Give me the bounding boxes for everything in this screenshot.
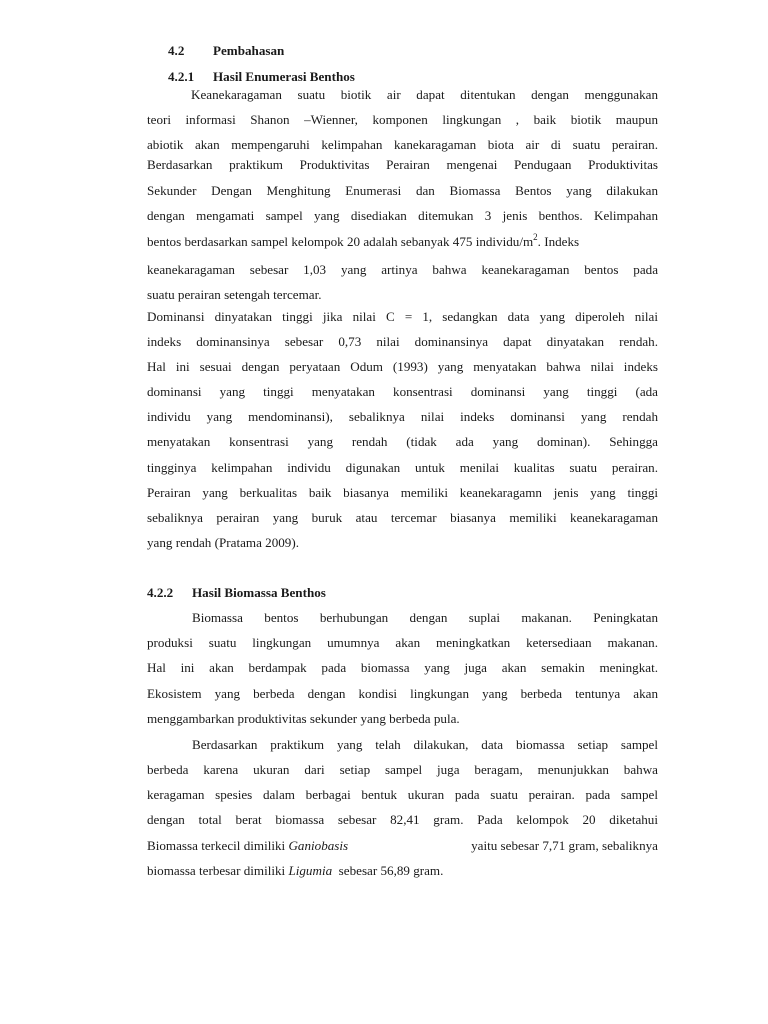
text-line xyxy=(147,234,579,250)
text-line: Dominansi dinyatakan tinggi jika nilai C = 1, sedangkan data yang diperoleh nilai xyxy=(147,309,658,324)
section-number: 4.2 xyxy=(168,43,185,58)
text-line: sebaliknya perairan yang buruk atau tercemar biasanya memiliki keanekaragaman xyxy=(147,510,658,525)
section-title: Pembahasan xyxy=(213,43,285,58)
text-line: keragaman spesies dalam berbagai bentuk ukuran pada suatu perairan. pada sampel xyxy=(147,787,658,802)
text-line: Ekosistem yang berbeda dengan kondisi lingkungan yang berbeda tentunya akan xyxy=(147,686,658,701)
text-segment: sebesar 56,89 gram. xyxy=(332,863,444,878)
text-line: teori informasi Shanon –Wienner, komponen lingkungan , baik biotik maupun xyxy=(147,112,658,127)
text-line: Berdasarkan praktikum Produktivitas Perairan mengenai Pendugaan Produktivitas xyxy=(147,157,658,172)
text-line: Sekunder Dengan Menghitung Enumerasi dan Biomassa Bentos yang dilakukan xyxy=(147,183,658,198)
text-segment xyxy=(147,838,348,854)
text-line: Hal ini sesuai dengan peryataan Odum (1993) yang menyatakan bahwa nilai indeks xyxy=(147,359,658,374)
text-line: menyatakan konsentrasi yang rendah (tidak ada yang dominan). Sehingga xyxy=(147,434,658,449)
text-line: berbeda karena ukuran dari setiap sampel juga beragam, menunjukkan bahwa xyxy=(147,762,658,777)
text-line: yang rendah (Pratama 2009). xyxy=(147,535,299,550)
text-line: menggambarkan produktivitas sekunder yang berbeda pula. xyxy=(147,711,460,726)
text-line: individu yang mendominansi), sebaliknya nilai indeks dominansi yang rendah xyxy=(147,409,658,424)
text-line: dengan mengamati sampel yang disediakan ditemukan 3 jenis benthos. Kelimpahan xyxy=(147,208,658,223)
text-line: dominansi yang tinggi menyatakan konsentrasi dominansi yang tinggi (ada xyxy=(147,384,658,399)
text-segment: bentos berdasarkan sampel kelompok 20 adalah sebanyak 475 individu/m xyxy=(147,234,534,249)
text-line: produksi suatu lingkungan umumnya akan meningkatkan ketersediaan makanan. xyxy=(147,635,658,650)
text-line: dengan total berat biomassa sebesar 82,41 gram. Pada kelompok 20 diketahui xyxy=(147,812,658,827)
text-line xyxy=(147,863,443,879)
text-line: abiotik akan mempengaruhi kelimpahan kanekaragaman biota air di suatu perairan. xyxy=(147,137,658,152)
subsection-number: 4.2.2 xyxy=(147,585,174,600)
subsection-title: Hasil Biomassa Benthos xyxy=(192,585,326,600)
text-line: Berdasarkan praktikum yang telah dilakukan, data biomassa setiap sampel xyxy=(192,737,658,752)
text-line: Hal ini akan berdampak pada biomassa yang juga akan semakin meningkat. xyxy=(147,660,658,675)
subsection-title: Hasil Enumerasi Benthos xyxy=(213,69,355,84)
species-name: Ligumia xyxy=(288,863,333,878)
text-line: Perairan yang berkualitas baik biasanya memiliki keanekaragamn jenis yang tinggi xyxy=(147,485,658,500)
text-line xyxy=(147,838,658,854)
text-segment: Biomassa terkecil dimiliki xyxy=(147,838,289,853)
text-line: Biomassa bentos berhubungan dengan suplai makanan. Peningkatan xyxy=(192,610,658,625)
text-segment: yaitu sebesar 7,71 gram, sebaliknya xyxy=(467,838,658,853)
text-line: keanekaragaman sebesar 1,03 yang artinya bahwa keanekaragaman bentos pada xyxy=(147,262,658,277)
text-segment: biomassa terbesar dimiliki xyxy=(147,863,289,878)
text-segment: . Indeks xyxy=(537,234,580,249)
species-name: Ganiobasis xyxy=(288,838,349,853)
text-line: tingginya kelimpahan individu digunakan untuk menilai kualitas suatu perairan. xyxy=(147,460,658,475)
text-line: suatu perairan setengah tercemar. xyxy=(147,287,322,302)
superscript: 2 xyxy=(533,232,538,242)
text-line: indeks dominansinya sebesar 0,73 nilai dominansinya dapat dinyatakan rendah. xyxy=(147,334,658,349)
text-line: Keanekaragaman suatu biotik air dapat ditentukan dengan menggunakan xyxy=(191,87,658,102)
subsection-number: 4.2.1 xyxy=(168,69,195,84)
